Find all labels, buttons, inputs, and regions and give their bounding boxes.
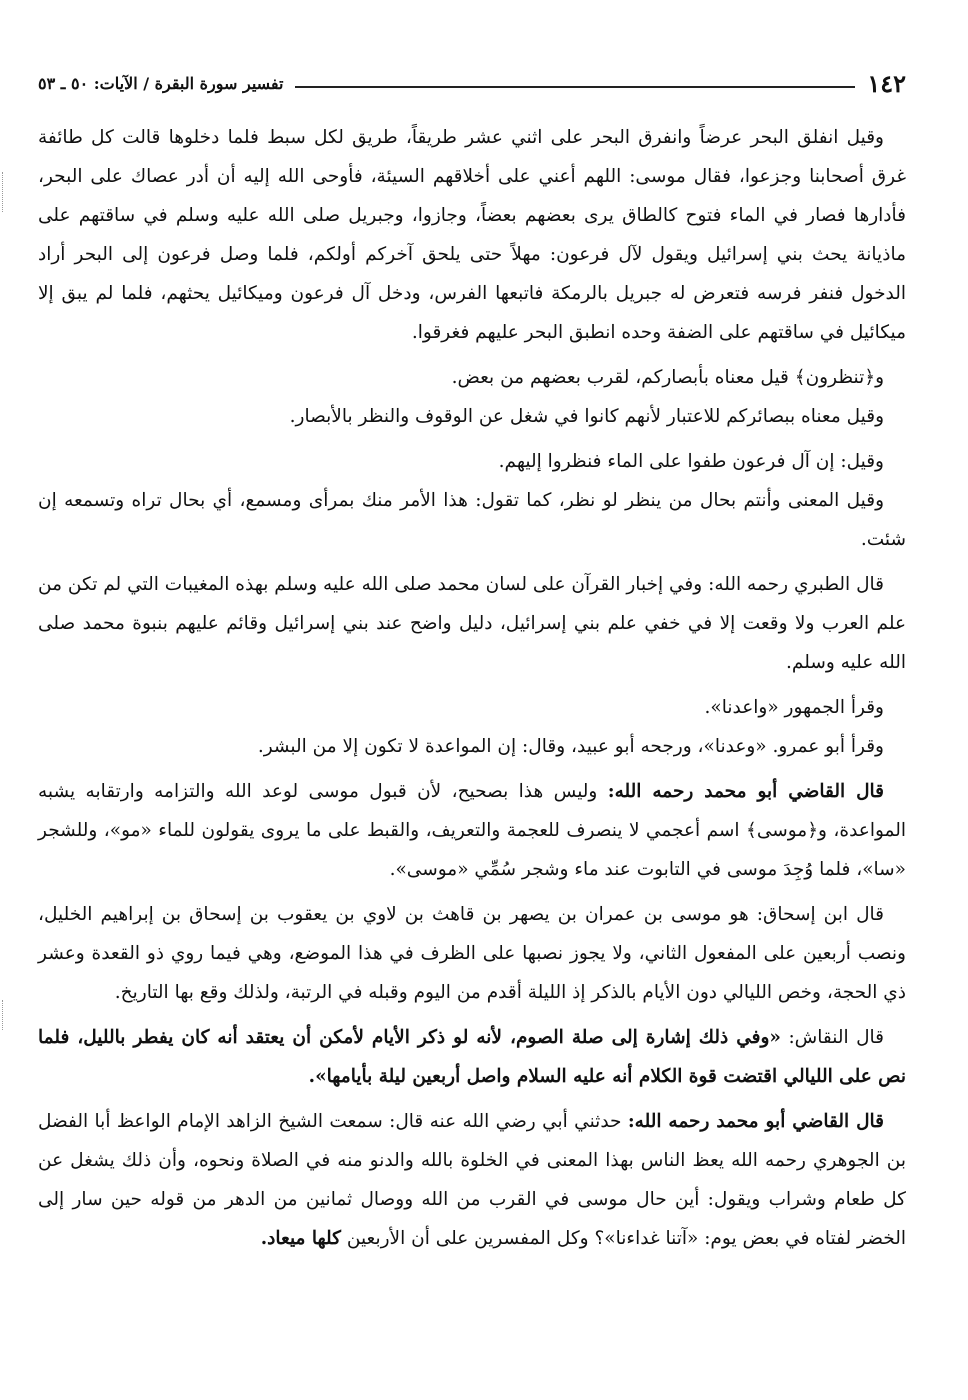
- running-title: تفسير سورة البقرة / الآيات: ٥٠ ـ ٥٣: [38, 73, 284, 93]
- paragraph: وقيل: إن آل فرعون طفوا على الماء فنظروا إليهم.: [498, 451, 884, 472]
- paragraph-naqqash: [38, 1018, 906, 1096]
- paragraph-qadi-2: [38, 1102, 906, 1258]
- paragraph-lead: قال القاضي أبو محمد رحمه الله:: [627, 1111, 885, 1132]
- paragraph: وقيل المعنى وأنتم بحال من ينظر لو نظر، كما تقول: هذا الأمر منك بمرأى ومسمع، أي بحال تراه وتسمعه إن شئت.: [38, 490, 906, 550]
- paragraph: قال الطبري رحمه الله: وفي إخبار القرآن على لسان محمد صلى الله عليه وسلم بهذه المغيبات التي لم تكن من علم العرب ولا وقعت إلا في خفي علم بني إسرائيل، دليل واضح عند بني إسرائيل وقائم عليهم بنبوة محمد صلى الله عليه وسلم.: [38, 574, 906, 673]
- paragraph: و﴿تنظرون﴾ قيل معناه بأبصاركم، لقرب بعضهم من بعض.: [451, 367, 884, 388]
- header-rule: [295, 86, 855, 88]
- paragraph: وقرأ أبو عمرو. «وعدنا»، ورجحه أبو عبيد، وقال: إن المواعدة لا تكون إلا من البشر.: [257, 736, 884, 757]
- margin-mark: [2, 1000, 5, 1030]
- paragraph-lead: قال النقاش:: [780, 1027, 884, 1048]
- paragraph: قال ابن إسحاق: هو موسى بن عمران بن يصهر بن قاهث بن لاوي بن يعقوب بن إسحاق بن إبراهيم الخليل، ونصب أربعين على المفعول الثاني، ولا يجوز نصبها على الظرف في هذا الموضع، وهي فيما روي ذو القعدة وعشر ذي الحجة، وخص الليالي دون الأيام بالذكر إذ الليلة أقدم من اليوم وقبله في الرتبة، ولذلك وقع بها التاريخ.: [38, 904, 906, 1003]
- paragraph: وقيل معناه ببصائركم للاعتبار لأنهم كانوا في شغل عن الوقوف والنظر بالأبصار.: [289, 406, 884, 427]
- paragraph-lead: قال القاضي أبو محمد رحمه الله:: [607, 781, 884, 802]
- paragraph-rest: حدثني أبي رضي الله عنه قال: سمعت الشيخ الزاهد الإمام الواعظ أبا الفضل بن الجوهري رحمه الله يعظ الناس بهذا المعنى في الخلوة بالله والدنو منه في الصلاة ونحوه، وأن ذلك يشغل عن كل طعام وشراب ويقول: أين حال موسى في القرب من الله ووصال ثمانين من الدهر من قوله حين سار إلى الخضر لفتاه في بعض يوم: «آتنا غداءنا»؟ وكل المفسرين على أن الأربعين: [38, 1111, 906, 1249]
- paragraph-qadi-1: [38, 772, 906, 889]
- paragraph-conclusion: كلها ميعاد.: [260, 1228, 341, 1249]
- paragraph-quote: «وفي ذلك إشارة إلى صلة الصوم، لأنه لو ذكر الأيام لأمكن أن يعتقد أنه كان يفطر بالليل، فلما نص على الليالي اقتضت قوة الكلام أنه عليه السلام واصل أربعين ليلة بأيامها».: [38, 1027, 906, 1087]
- page-number: ١٤٢: [867, 68, 906, 98]
- page-body: [38, 118, 906, 1264]
- page-header: [38, 66, 906, 100]
- paragraph: وقيل انفلق البحر عرضاً وانفرق البحر على اثني عشر طريقاً، طريق لكل سبط فلما دخلوها قالت كل طائفة غرق أصحابنا وجزعوا، فقال موسى: اللهم أعني على أخلاقهم السيئة، فأوحى الله إليه أن أدر عصاك على البحر، فأدارها فصار في الماء فتوح كالطاق يرى بعضهم بعضاً، وجازوا، وجبريل صلى الله عليه وسلم في ساقتهم على ماذيانة يحث بني إسرائيل ويقول لآل فرعون: مهلاً حتى يلحق آخركم أولكم، فلما وصل فرعون إلى البحر أراد الدخول فنفر فرسه فتعرض له جبريل بالرمكة فاتبعها الفرس، ودخل آل فرعون وميكائيل يحثهم، فلما لم يبق إلا ميكائيل في ساقتهم على الضفة وحده انطبق البحر عليهم فغرقوا.: [38, 127, 906, 343]
- margin-mark: [2, 172, 5, 212]
- paragraph: وقرأ الجمهور «واعدنا».: [704, 697, 884, 718]
- paragraph-rest: وليس هذا بصحيح، لأن قبول موسى لوعد الله والتزامه وارتقابه يشبه المواعدة، و﴿موسى﴾ اسم أعجمي لا ينصرف للعجمة والتعريف، والقبط على ما يروى يقولون للماء «مو»، وللشجر «سا»، فلما وُجِدَ موسى في التابوت عند ماء وشجر سُمِّي «موسى».: [38, 781, 906, 880]
